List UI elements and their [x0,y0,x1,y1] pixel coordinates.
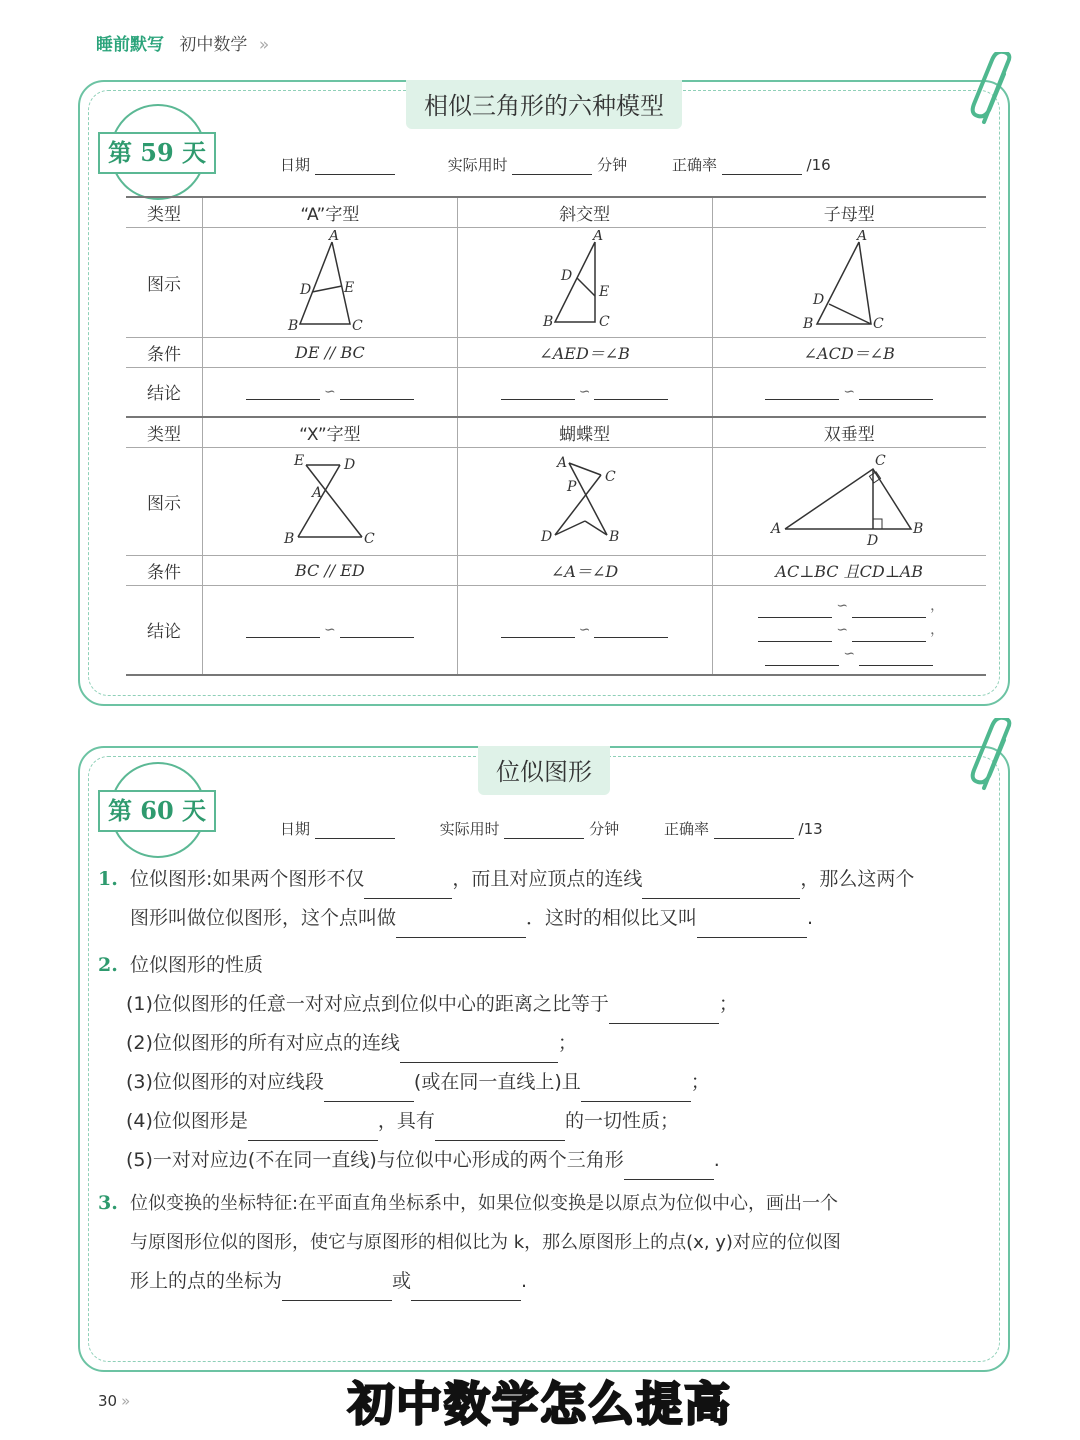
date-field[interactable] [315,160,395,175]
day59-card [78,80,1010,706]
model-a-type: “A”字型 [203,197,458,227]
table-row [126,447,986,555]
svg-text:B: B [287,317,299,330]
answer-blank[interactable] [624,1157,714,1180]
day60-badge [98,784,218,840]
row-label-conclusion: 结论 [126,367,203,417]
svg-text:E: E [343,279,355,296]
svg-text:B: B [803,315,814,330]
svg-text:D: D [343,456,356,473]
model-mother-child-type: 子母型 [712,197,986,227]
svg-text:C: C [351,317,363,330]
svg-text:B: B [283,530,295,547]
paperclip-icon [970,718,1022,798]
svg-text:C: C [598,313,610,330]
figure-mother-child-shape [712,227,986,337]
svg-text:A: A [592,229,603,244]
model-x-conclusion[interactable]: ∽ [203,585,458,675]
day60-title: 位似图形 [478,746,610,795]
svg-text:C: C [363,530,375,547]
accuracy-label: 正确率 [671,156,717,174]
day59-title: 相似三角形的六种模型 [406,80,682,129]
accuracy-total: /13 [798,820,823,838]
accuracy-label: 正确率 [663,820,709,838]
page-number: 30 » [98,1392,131,1410]
svg-text:D: D [560,267,572,284]
running-header [96,30,269,55]
answer-blank[interactable] [400,1040,558,1063]
question-number: 1. [98,868,118,890]
table-row [126,585,986,675]
svg-text:C: C [875,452,886,469]
date-label: 日期 [280,820,311,838]
paperclip-icon [970,52,1022,132]
answer-blank[interactable] [581,1079,691,1102]
row-label-type: 类型 [126,417,203,447]
model-x-type: “X”字型 [203,417,458,447]
svg-text:D: D [813,291,825,308]
row-label-condition: 条件 [126,555,203,585]
figure-a-shape [203,227,458,337]
svg-text:B: B [608,528,619,545]
svg-text:D: D [299,281,312,298]
time-label: 实际用时 [447,156,508,174]
date-label: 日期 [280,156,311,174]
subject-label: 初中数学 [179,35,248,55]
svg-text:P: P [566,478,577,495]
video-caption: 初中数学怎么提高 [348,1377,732,1431]
question-number: 2. [98,954,118,976]
row-label-figure: 图示 [126,227,203,337]
svg-text:E: E [598,283,609,300]
svg-text:D: D [867,532,879,547]
svg-text:A: A [556,454,567,471]
svg-text:E: E [293,452,305,469]
svg-text:A: A [857,229,868,244]
row-label-type: 类型 [126,197,203,227]
row-label-figure: 图示 [126,447,203,555]
day59-badge-text: 第 59 天 [98,132,216,174]
svg-text:C: C [604,468,616,485]
brand-label: 睡前默写 [96,35,164,55]
table-row [126,337,986,367]
svg-text:B: B [913,520,924,537]
day59-badge [98,126,218,182]
answer-blank[interactable] [364,876,452,899]
figure-x-shape [203,447,458,555]
table-row [126,555,986,585]
answer-blank[interactable] [609,1001,719,1024]
model-butterfly-conclusion[interactable]: ∽ [457,585,712,675]
model-x-condition: BC // ED [203,555,458,585]
model-butterfly-condition: ∠A＝∠D [457,555,712,585]
svg-text:C: C [873,315,884,330]
svg-text:A: A [328,229,339,244]
table-row [126,367,986,417]
table-row [126,417,986,447]
svg-text:A: A [771,520,782,537]
time-field[interactable] [504,824,584,839]
model-butterfly-type: 蝴蝶型 [457,417,712,447]
day60-badge-text: 第 60 天 [98,790,216,832]
model-a-conclusion[interactable]: ∽ [203,367,458,417]
answer-blank[interactable] [324,1079,414,1102]
question-number: 3. [98,1192,118,1214]
model-a-condition: DE // BC [203,337,458,367]
accuracy-field[interactable] [714,824,794,839]
model-oblique-conclusion[interactable]: ∽ [457,367,712,417]
time-field[interactable] [512,160,592,175]
figure-oblique-shape [457,227,712,337]
figure-double-perp-shape [712,447,986,555]
answer-blank[interactable] [248,1118,378,1141]
model-double-perp-type: 双垂型 [712,417,986,447]
question-2: 2. 位似图形的性质 (1)位似图形的任意一对对应点到位似中心的距离之比等于 ； (2)位似图形的所有对应点的连线 ； (3)位似图形的对应线段 (或在同一直线上)且 ； (4)位似图形是 ，具有 的一切性质； (5)一对对应边(不在同一直线)与位似中心形成的两个三角形 . [98,946,994,1180]
accuracy-field[interactable] [722,160,802,175]
double-chevron-icon: » [258,35,270,55]
question-1: 1. 位似图形:如果两个图形不仅 ，而且对应顶点的连线 ，那么这两个 图形叫做位似图形，这个点叫做 ．这时的相似比又叫 . [98,860,994,938]
svg-text:B: B [542,313,553,330]
model-mother-child-conclusion[interactable]: ∽ [712,367,986,417]
time-unit: 分钟 [597,156,628,174]
table-row [126,197,986,227]
date-field[interactable] [315,824,395,839]
row-label-conclusion: 结论 [126,585,203,675]
svg-text:A: A [311,484,322,501]
similar-triangle-models-table [126,196,986,676]
answer-blank[interactable] [411,1278,521,1301]
model-mother-child-condition: ∠ACD＝∠B [712,337,986,367]
day60-card [78,746,1010,1372]
accuracy-total: /16 [806,156,831,174]
day60-meta [280,818,823,839]
model-double-perp-condition: AC⊥BC 且CD⊥AB [712,555,986,585]
answer-blank[interactable] [642,876,800,899]
double-chevron-icon: » [121,1392,131,1410]
model-oblique-condition: ∠AED＝∠B [457,337,712,367]
answer-blank[interactable] [282,1278,392,1301]
day59-meta [280,154,831,175]
answer-blank[interactable] [697,915,807,938]
question-3: 3. 位似变换的坐标特征:在平面直角坐标系中，如果位似变换是以原点为位似中心，画出一个 与原图形位似的图形，使它与原图形的相似比为 k，那么原图形上的点(x, y)对应的位似图 形上的点的坐标为 或 . [98,1184,994,1301]
model-oblique-type: 斜交型 [457,197,712,227]
svg-text:D: D [540,528,552,545]
time-label: 实际用时 [439,820,500,838]
model-double-perp-conclusion[interactable]: ∽ ， ∽ ， ∽ [712,585,986,675]
answer-blank[interactable] [435,1118,565,1141]
table-row [126,227,986,337]
time-unit: 分钟 [589,820,620,838]
row-label-condition: 条件 [126,337,203,367]
answer-blank[interactable] [396,915,526,938]
figure-butterfly-shape [457,447,712,555]
